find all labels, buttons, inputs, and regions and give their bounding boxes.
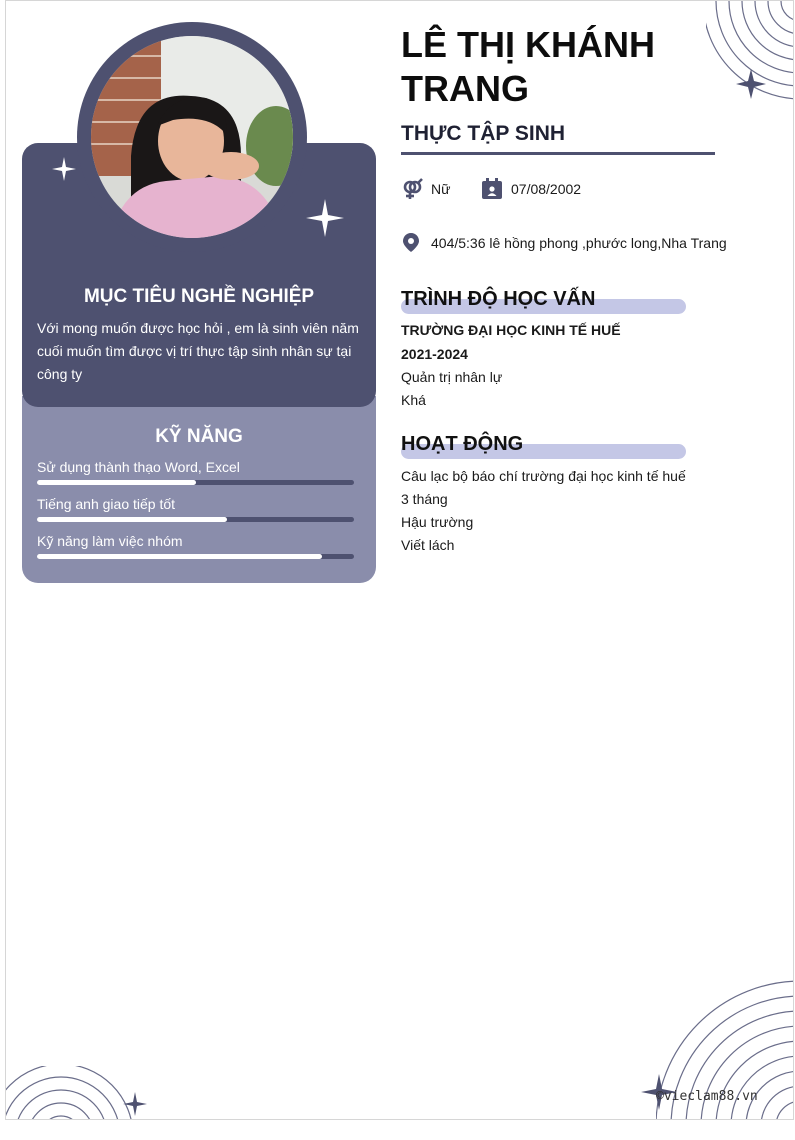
education-major: Quản trị nhân lự <box>401 369 503 385</box>
map-pin-icon <box>401 232 421 254</box>
candidate-name: LÊ THỊ KHÁNH TRANG <box>401 24 655 109</box>
gender-value: Nữ <box>431 181 451 197</box>
activity-duration: 3 tháng <box>401 491 448 507</box>
gender-icon <box>401 178 423 200</box>
activity-position: Hậu trường <box>401 514 474 530</box>
sparkle-icon <box>52 157 76 181</box>
objective-text: Với mong muốn được học hỏi , em là sinh viên năm cuối muốn tìm được vị trí thực tập sinh nhân sự tại công ty <box>37 320 359 382</box>
activity-organization: Câu lạc bộ báo chí trường đại học kinh tế huế <box>401 468 686 484</box>
address-value: 404/5:36 lê hồng phong ,phước long,Nha Trang <box>431 235 727 251</box>
calendar-icon <box>481 178 503 200</box>
education-title: TRÌNH ĐỘ HỌC VẤN <box>401 288 596 310</box>
skill-label: Tiếng anh giao tiếp tốt <box>37 496 176 512</box>
skill-bar <box>37 480 354 485</box>
sparkle-icon <box>736 69 766 99</box>
sparkle-icon <box>306 199 344 237</box>
activity-task: Viết lách <box>401 537 455 553</box>
skill-bar <box>37 517 354 522</box>
divider <box>401 152 715 155</box>
watermark: ©vieclam88.vn <box>656 1089 758 1104</box>
education-school: TRƯỜNG ĐẠI HỌC KINH TẾ HUẾ <box>401 322 621 338</box>
skill-label: Kỹ năng làm việc nhóm <box>37 533 183 549</box>
education-grade: Khá <box>401 392 426 408</box>
skill-bar-fill <box>37 480 196 485</box>
skills-title: KỸ NĂNG <box>155 426 243 447</box>
skill-label: Sử dụng thành thạo Word, Excel <box>37 459 240 475</box>
avatar <box>91 36 293 238</box>
skill-bar <box>37 554 354 559</box>
cv-page <box>5 0 794 1120</box>
skill-bar-fill <box>37 554 322 559</box>
activities-title: HOẠT ĐỘNG <box>401 433 524 455</box>
candidate-role: THỰC TẬP SINH <box>401 122 566 145</box>
objective-title: MỤC TIÊU NGHỀ NGHIỆP <box>83 286 315 307</box>
skill-bar-fill <box>37 517 227 522</box>
dob-value: 07/08/2002 <box>511 181 582 197</box>
education-years: 2021-2024 <box>401 346 468 362</box>
sparkle-icon <box>123 1092 147 1116</box>
